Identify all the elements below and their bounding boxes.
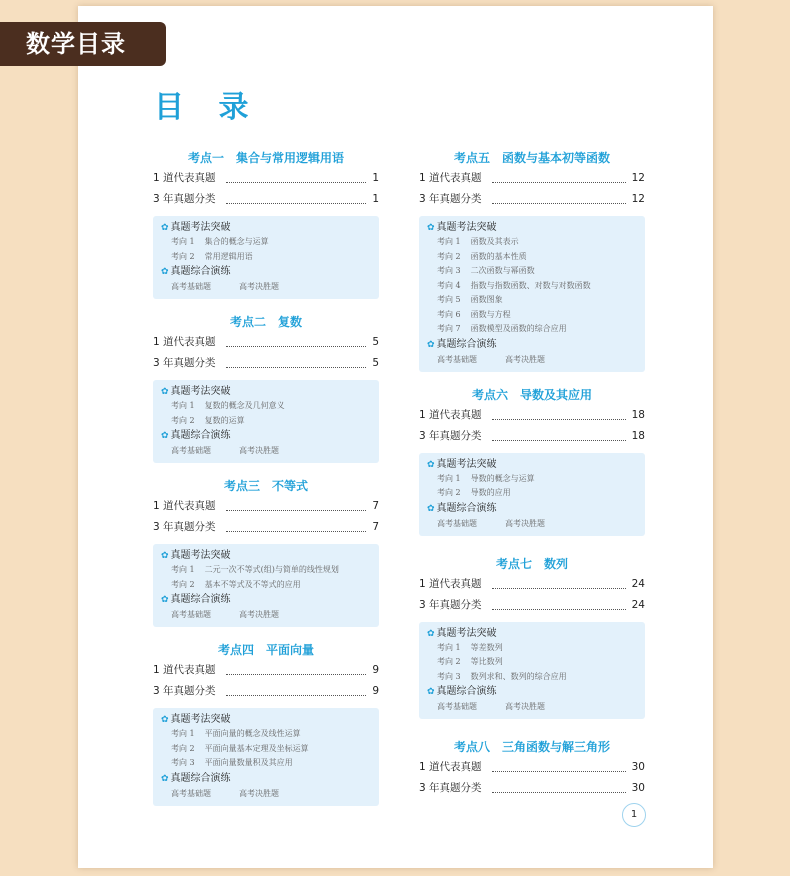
entry-label: 3 年真题分类 (419, 782, 482, 794)
practice-levels: 高考基础题 高考决胜题 (171, 788, 279, 798)
entry-label: 1 道代表真题 (153, 664, 216, 676)
practice-levels: 高考基础题 高考决胜题 (437, 354, 545, 364)
dot-leader (492, 609, 626, 610)
entry-page: 18 (631, 408, 645, 421)
direction-item[interactable]: 考向 1 导数的概念与运算 (437, 473, 535, 483)
entry-label: 3 年真题分类 (153, 193, 216, 205)
topic-box (419, 622, 645, 720)
section-number: 考点七 (495, 556, 532, 571)
entry-page: 9 (372, 664, 379, 676)
direction-item[interactable]: 考向 3 二次函数与幂函数 (437, 266, 535, 275)
section-name: 不等式 (272, 479, 309, 493)
toc-entry[interactable] (419, 189, 645, 210)
topic-box (153, 380, 379, 463)
dot-leader (226, 346, 367, 347)
breakthrough-heading: ✿ 真题考法突破 (427, 627, 497, 639)
star-icon: ✿ (427, 503, 435, 514)
direction-item[interactable]: 考向 2 平面向量基本定理及坐标运算 (171, 743, 309, 753)
section-name: 导数及其应用 (520, 387, 593, 402)
dot-leader (492, 440, 626, 441)
section-heading (153, 312, 379, 332)
toc-entry[interactable] (153, 517, 379, 538)
dot-leader (226, 367, 367, 368)
section-number: 考点四 (217, 643, 254, 657)
star-icon: ✿ (161, 715, 169, 725)
practice-levels: 高考基础题 高考决胜题 (437, 518, 545, 528)
entry-label: 1 道代表真题 (419, 761, 482, 773)
star-icon: ✿ (161, 387, 169, 397)
practice-heading: ✿ 真题综合演练 (161, 772, 231, 784)
dot-leader (492, 771, 626, 772)
breakthrough-heading: ✿ 真题考法突破 (161, 714, 231, 725)
toc-entry[interactable] (419, 405, 645, 426)
practice-heading: ✿ 真题综合演练 (161, 266, 231, 277)
breakthrough-heading: ✿ 真题考法突破 (161, 222, 231, 233)
toc-entry[interactable] (153, 168, 379, 189)
section-name: 数列 (544, 556, 569, 571)
practice-heading: ✿ 真题综合演练 (161, 430, 231, 441)
star-icon: ✿ (427, 339, 435, 350)
section-number: 考点二 (229, 315, 266, 329)
topic-box (153, 708, 379, 806)
topic-box (153, 216, 379, 299)
toc-entry[interactable] (419, 778, 645, 799)
direction-item[interactable]: 考向 2 函数的基本性质 (437, 251, 527, 261)
entry-label: 3 年真题分类 (419, 429, 482, 442)
toc-entry[interactable] (419, 757, 645, 778)
entry-page: 1 (372, 172, 379, 184)
toc-column-left (153, 148, 379, 806)
section-name: 三角函数与解三角形 (502, 740, 611, 754)
dot-leader (226, 203, 367, 204)
toc-page (78, 6, 713, 868)
direction-item[interactable]: 考向 7 函数模型及函数的综合应用 (437, 324, 567, 333)
dot-leader (226, 182, 367, 183)
entry-label: 1 道代表真题 (153, 500, 216, 512)
dot-leader (226, 695, 367, 696)
toc-entry[interactable] (153, 496, 379, 517)
dot-leader (492, 182, 626, 183)
star-icon: ✿ (161, 267, 169, 277)
direction-item[interactable]: 考向 2 常用逻辑用语 (171, 251, 253, 261)
entry-page: 30 (631, 761, 645, 773)
section-heading (153, 640, 379, 660)
direction-item[interactable]: 考向 3 数列求和、数列的综合应用 (437, 671, 567, 681)
direction-item[interactable]: 考向 1 复数的概念及几何意义 (171, 401, 285, 410)
toc-entry[interactable] (153, 189, 379, 210)
star-icon: ✿ (427, 223, 435, 233)
direction-item[interactable]: 考向 1 二元一次不等式(组)与简单的线性规划 (171, 565, 339, 574)
direction-item[interactable]: 考向 2 复数的运算 (171, 415, 245, 425)
direction-item[interactable]: 考向 6 函数与方程 (437, 309, 511, 319)
breakthrough-heading: ✿ 真题考法突破 (161, 550, 231, 561)
entry-page: 24 (631, 598, 645, 611)
breakthrough-heading: ✿ 真题考法突破 (427, 458, 497, 470)
star-icon: ✿ (161, 431, 169, 441)
toc-entry[interactable] (419, 574, 645, 595)
direction-item[interactable]: 考向 2 等比数列 (437, 657, 503, 666)
star-icon: ✿ (427, 628, 435, 639)
practice-levels: 高考基础题 高考决胜题 (171, 446, 279, 455)
dot-leader (226, 531, 367, 532)
section-number: 考点五 (453, 151, 490, 165)
toc-entry[interactable] (153, 353, 379, 374)
section-heading (153, 148, 379, 168)
entry-page: 1 (372, 193, 379, 205)
practice-heading: ✿ 真题综合演练 (427, 502, 497, 514)
entry-page: 9 (372, 685, 379, 697)
direction-item[interactable]: 考向 1 平面向量的概念及线性运算 (171, 729, 301, 738)
section-number: 考点一 (187, 151, 224, 165)
topic-box (153, 544, 379, 627)
section-heading (419, 148, 645, 168)
direction-item[interactable]: 考向 1 等差数列 (437, 642, 503, 652)
dot-leader (226, 674, 367, 675)
practice-heading: ✿ 真题综合演练 (427, 338, 497, 350)
section-number: 考点三 (223, 479, 260, 493)
dot-leader (492, 203, 626, 204)
toc-entry[interactable] (153, 332, 379, 353)
entry-label: 1 道代表真题 (419, 577, 482, 590)
entry-page: 24 (631, 577, 645, 590)
direction-item[interactable]: 考向 4 指数与指数函数、对数与对数函数 (437, 280, 591, 290)
entry-label: 1 道代表真题 (419, 172, 482, 184)
entry-label: 3 年真题分类 (153, 357, 216, 369)
section-name: 集合与常用逻辑用语 (236, 151, 345, 165)
section-name: 函数与基本初等函数 (502, 151, 611, 165)
page-number: 1 (622, 803, 646, 827)
entry-page: 18 (631, 429, 645, 442)
star-icon: ✿ (161, 223, 169, 233)
direction-item[interactable]: 考向 1 集合的概念与运算 (171, 237, 269, 246)
topic-box (419, 453, 645, 536)
entry-label: 3 年真题分类 (153, 685, 216, 697)
entry-label: 1 道代表真题 (419, 408, 482, 421)
entry-label: 3 年真题分类 (419, 193, 482, 205)
practice-heading: ✿ 真题综合演练 (427, 686, 497, 697)
star-icon: ✿ (161, 773, 169, 784)
entry-page: 7 (372, 521, 379, 533)
section-heading (419, 554, 645, 574)
entry-page: 12 (631, 172, 645, 184)
entry-page: 30 (631, 782, 645, 794)
direction-item[interactable]: 考向 2 导数的应用 (437, 488, 511, 497)
entry-label: 3 年真题分类 (419, 598, 482, 611)
practice-levels: 高考基础题 高考决胜题 (171, 282, 279, 291)
direction-item[interactable]: 考向 1 函数及其表示 (437, 237, 519, 246)
section-heading (419, 385, 645, 405)
practice-levels: 高考基础题 高考决胜题 (437, 702, 545, 711)
dot-leader (226, 510, 367, 511)
toc-entry[interactable] (419, 168, 645, 189)
section-name: 平面向量 (266, 643, 315, 657)
toc-entry[interactable] (419, 426, 645, 447)
toc-column-right (419, 148, 645, 799)
practice-heading: ✿ 真题综合演练 (161, 594, 231, 605)
toc-entry[interactable] (153, 660, 379, 681)
topic-box (419, 216, 645, 372)
page-title: 目 录 (154, 90, 261, 125)
toc-entry[interactable] (419, 595, 645, 616)
section-name: 复数 (278, 315, 303, 329)
entry-label: 3 年真题分类 (153, 521, 216, 533)
toc-entry[interactable] (153, 681, 379, 702)
star-icon: ✿ (161, 551, 169, 561)
star-icon: ✿ (161, 595, 169, 605)
star-icon: ✿ (427, 459, 435, 470)
breakthrough-heading: ✿ 真题考法突破 (161, 386, 231, 397)
entry-page: 5 (372, 357, 379, 369)
direction-item[interactable]: 考向 2 基本不等式及不等式的应用 (171, 579, 301, 589)
section-number: 考点八 (453, 740, 490, 754)
direction-item[interactable]: 考向 5 函数图象 (437, 295, 503, 304)
section-number: 考点六 (471, 387, 508, 402)
catalog-tag: 数学目录 (0, 22, 166, 66)
entry-page: 12 (631, 193, 645, 205)
entry-page: 5 (372, 336, 379, 348)
entry-label: 1 道代表真题 (153, 172, 216, 184)
dot-leader (492, 588, 626, 589)
entry-label: 1 道代表真题 (153, 336, 216, 348)
section-heading (153, 476, 379, 496)
practice-levels: 高考基础题 高考决胜题 (171, 610, 279, 619)
direction-item[interactable]: 考向 3 平面向量数量积及其应用 (171, 758, 293, 767)
dot-leader (492, 792, 626, 793)
entry-page: 7 (372, 500, 379, 512)
star-icon: ✿ (427, 687, 435, 697)
section-heading (419, 737, 645, 757)
dot-leader (492, 419, 626, 420)
breakthrough-heading: ✿ 真题考法突破 (427, 222, 497, 233)
